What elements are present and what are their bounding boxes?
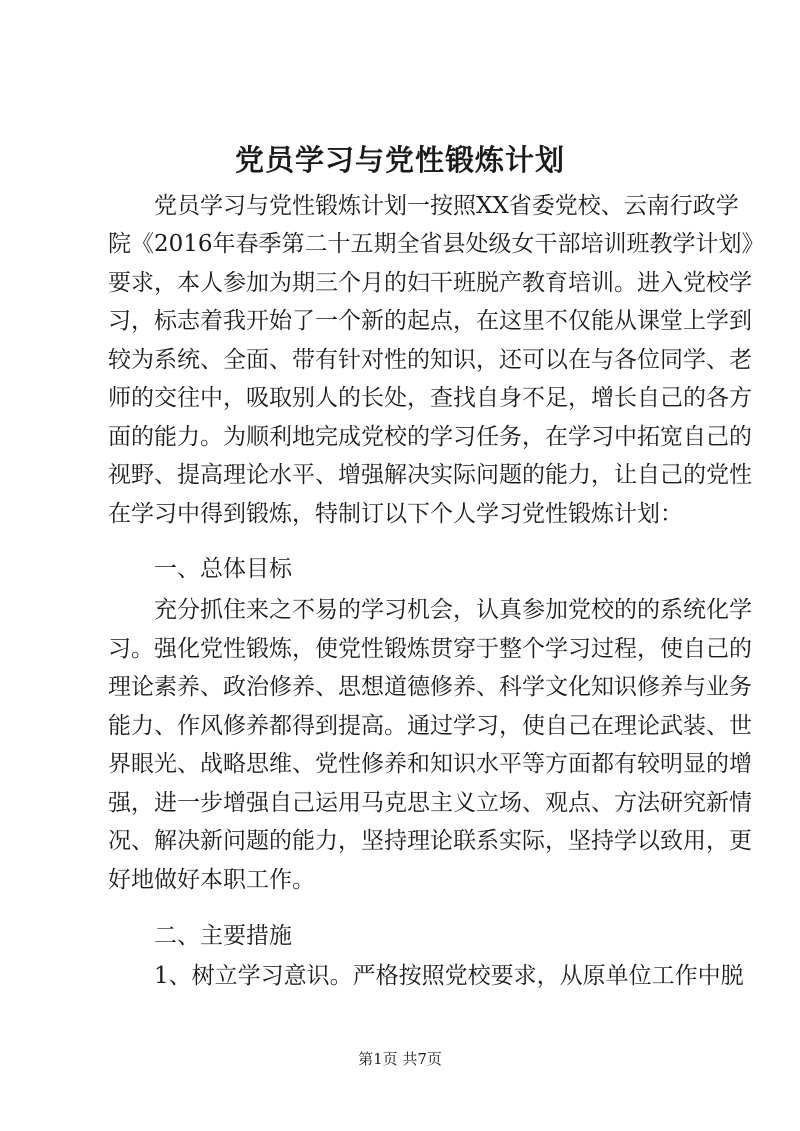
page-footer: 第1页 共7页 [358,1050,442,1068]
paragraph-line: 师的交往中，吸取别人的长处，查找自身不足，增长自己的各方 [108,385,752,411]
paragraph-line: 视野、提高理论水平、增强解决实际问题的能力，让自己的党性 [108,462,752,488]
section-heading: 一、总体目标 [154,556,292,582]
paragraph-line: 1、树立学习意识。严格按照党校要求，从原单位工作中脱 [154,963,744,989]
paragraph-line: 能力、作风修养都得到提高。通过学习，使自己在理论武装、世 [108,713,752,739]
paragraph-line: 况、解决新问题的能力，坚持理论联系实际，坚持学以致用，更 [108,828,752,854]
paragraph-line: 在学习中得到锻炼，特制订以下个人学习党性锻炼计划： [108,501,683,527]
paragraph-line: 较为系统、全面、带有针对性的知识，还可以在与各位同学、老 [108,347,752,373]
paragraph-line: 理论素养、政治修养、思想道德修养、科学文化知识修养与业务 [108,674,752,700]
paragraph-line: 院《2016年春季第二十五期全省县处级女干部培训班教学计划》 [108,231,765,257]
paragraph-line: 强，进一步增强自己运用马克思主义立场、观点、方法研究新情 [108,790,752,816]
paragraph-line: 充分抓住来之不易的学习机会，认真参加党校的的系统化学 [154,597,752,623]
paragraph-line: 界眼光、战略思维、党性修养和知识水平等方面都有较明显的增 [108,751,752,777]
paragraph-line: 习，标志着我开始了一个新的起点，在这里不仅能从课堂上学到 [108,308,752,334]
paragraph-line: 要求，本人参加为期三个月的妇干班脱产教育培训。进入党校学 [108,270,752,296]
paragraph-line: 习。强化党性锻炼，使党性锻炼贯穿于整个学习过程，使自己的 [108,636,752,662]
paragraph-line: 好地做好本职工作。 [108,867,315,893]
paragraph-line: 面的能力。为顺利地完成党校的学习任务，在学习中拓宽自己的 [108,424,752,450]
document-title: 党员学习与党性锻炼计划 [234,143,565,177]
paragraph-line: 党员学习与党性锻炼计划一按照XX省委党校、云南行政学 [154,193,739,219]
section-heading: 二、主要措施 [154,923,292,949]
